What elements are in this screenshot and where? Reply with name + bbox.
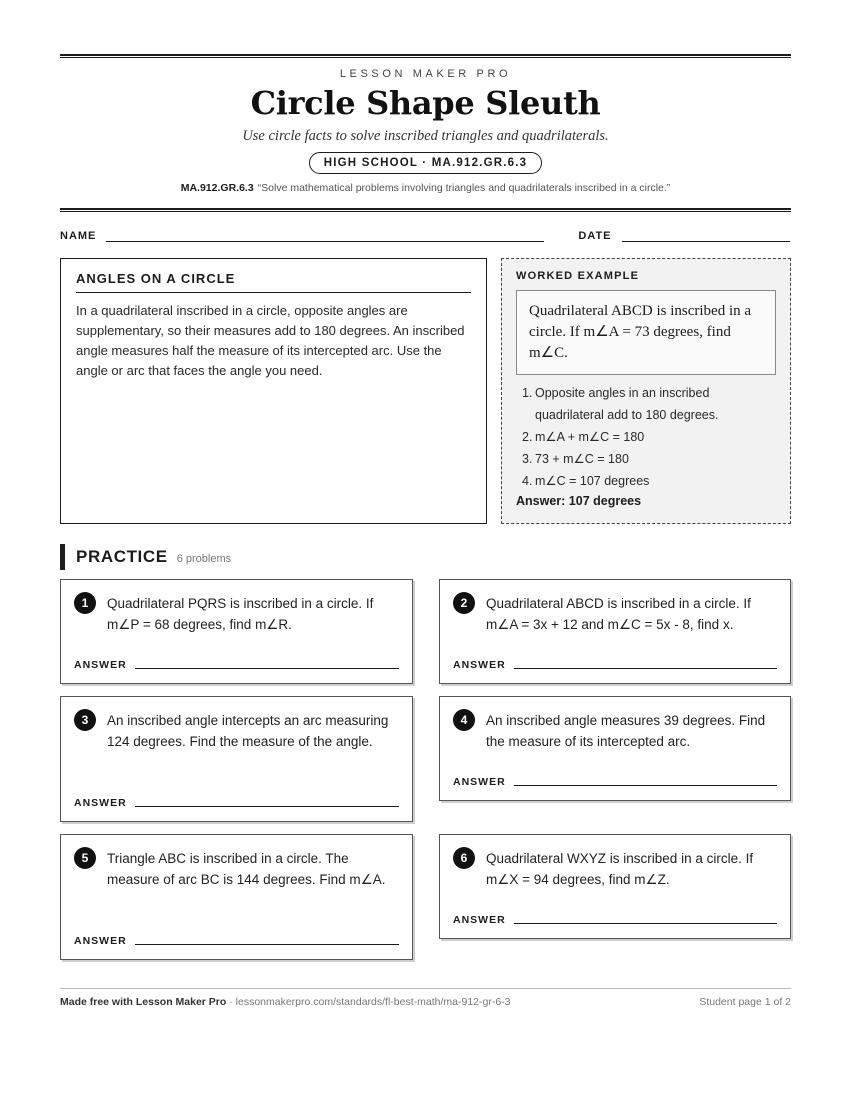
- problem-number-badge: 1: [74, 592, 96, 614]
- header-bottom-rule: [60, 208, 791, 212]
- name-label: NAME: [60, 230, 97, 242]
- problem-card-1: [60, 579, 413, 684]
- problem-text: An inscribed angle measures 39 degrees. Find the measure of its intercepted arc.: [486, 713, 766, 749]
- problem-number-badge: 6: [453, 847, 475, 869]
- answer-line[interactable]: [514, 785, 777, 786]
- date-label: DATE: [578, 230, 612, 242]
- answer-label: ANSWER: [453, 776, 506, 788]
- worked-step: 1. Opposite angles in an inscribed quadrilateral add to 180 degrees.: [522, 386, 719, 422]
- answer-line[interactable]: [514, 923, 777, 924]
- problem-card-3: [60, 696, 413, 822]
- footer-page-number: Student page 1 of 2: [699, 996, 791, 1008]
- worked-example-steps: [516, 382, 776, 492]
- answer-row: [453, 776, 777, 788]
- standard-code: MA.912.GR.6.3: [180, 182, 254, 194]
- angles-box-title: ANGLES ON A CIRCLE: [76, 271, 471, 293]
- problem-card-5: [60, 834, 413, 960]
- answer-row: [74, 659, 399, 671]
- answer-row: [453, 914, 777, 926]
- worked-step: 3. 73 + m∠C = 180: [522, 452, 629, 466]
- problem-card-4: [439, 696, 791, 801]
- worked-step: 4. m∠C = 107 degrees: [522, 474, 650, 488]
- problem-card-2: [439, 579, 791, 684]
- footer-made-with: Made free with Lesson Maker Pro: [60, 996, 227, 1008]
- page-footer: [60, 988, 791, 1008]
- practice-problems-grid: [60, 579, 791, 960]
- problem-number-badge: 3: [74, 709, 96, 731]
- practice-accent-bar: [60, 544, 65, 570]
- angles-box-body: In a quadrilateral inscribed in a circle, opposite angles are supplementary, so their measures add to 180 degrees. An inscribed angle measures half the measure of its intercepted arc. Use the angle or arc that faces the angle you need.: [76, 303, 465, 378]
- date-field-line[interactable]: [622, 241, 790, 242]
- answer-label: ANSWER: [74, 659, 127, 671]
- practice-title: PRACTICE: [76, 547, 168, 566]
- brand-name: LESSON MAKER PRO: [339, 68, 512, 80]
- name-date-row: [60, 230, 791, 242]
- worked-example-question: Quadrilateral ABCD is inscribed in a circle. If m∠A = 73 degrees, find m∠C.: [516, 290, 776, 375]
- concept-section: [60, 258, 791, 524]
- answer-line[interactable]: [135, 806, 399, 807]
- problem-number-badge: 4: [453, 709, 475, 731]
- problem-text: Triangle ABC is inscribed in a circle. The measure of arc BC is 144 degrees. Find m∠A.: [107, 851, 386, 887]
- answer-row: [453, 659, 777, 671]
- practice-header: [60, 544, 791, 570]
- answer-row: [74, 935, 399, 947]
- angles-on-circle-box: [60, 258, 487, 524]
- worked-example-answer: Answer: 107 degrees: [516, 494, 642, 508]
- badge-wrapper: [60, 152, 791, 174]
- page-title: Circle Shape Sleuth: [250, 84, 601, 122]
- worksheet-page: [60, 54, 791, 960]
- answer-line[interactable]: [135, 944, 399, 945]
- problem-text: Quadrilateral PQRS is inscribed in a circle. If m∠P = 68 degrees, find m∠R.: [107, 596, 374, 632]
- answer-label: ANSWER: [74, 797, 127, 809]
- footer-credit: [60, 996, 511, 1008]
- problem-text: Quadrilateral ABCD is inscribed in a circle. If m∠A = 3x + 12 and m∠C = 5x - 8, find x.: [486, 596, 751, 632]
- problem-number-badge: 2: [453, 592, 475, 614]
- answer-line[interactable]: [135, 668, 399, 669]
- problem-text: Quadrilateral WXYZ is inscribed in a circle. If m∠X = 94 degrees, find m∠Z.: [486, 851, 754, 887]
- worked-step: 2. m∠A + m∠C = 180: [522, 430, 645, 444]
- problem-number-badge: 5: [74, 847, 96, 869]
- answer-label: ANSWER: [453, 914, 506, 926]
- name-field-line[interactable]: [106, 241, 544, 242]
- answer-label: ANSWER: [453, 659, 506, 671]
- standard-text: “Solve mathematical problems involving triangles and quadrilaterals inscribed in a circle.”: [257, 182, 671, 194]
- problem-text: An inscribed angle intercepts an arc measuring 124 degrees. Find the measure of the angle.: [107, 713, 389, 749]
- page-subtitle: Use circle facts to solve inscribed triangles and quadrilaterals.: [242, 128, 609, 144]
- answer-label: ANSWER: [74, 935, 127, 947]
- worked-example-box: [501, 258, 791, 524]
- standard-line: [60, 182, 791, 194]
- worked-example-title: WORKED EXAMPLE: [516, 270, 640, 282]
- answer-line[interactable]: [514, 668, 777, 669]
- grade-standard-badge: HIGH SCHOOL · MA.912.GR.6.3: [309, 152, 542, 174]
- header-top-rule: [60, 54, 791, 58]
- footer-url[interactable]: · lessonmakerpro.com/standards/fl-best-math/ma-912-gr-6-3: [226, 996, 511, 1008]
- practice-count: 6 problems: [176, 552, 232, 565]
- problem-card-6: [439, 834, 791, 939]
- answer-row: [74, 797, 399, 809]
